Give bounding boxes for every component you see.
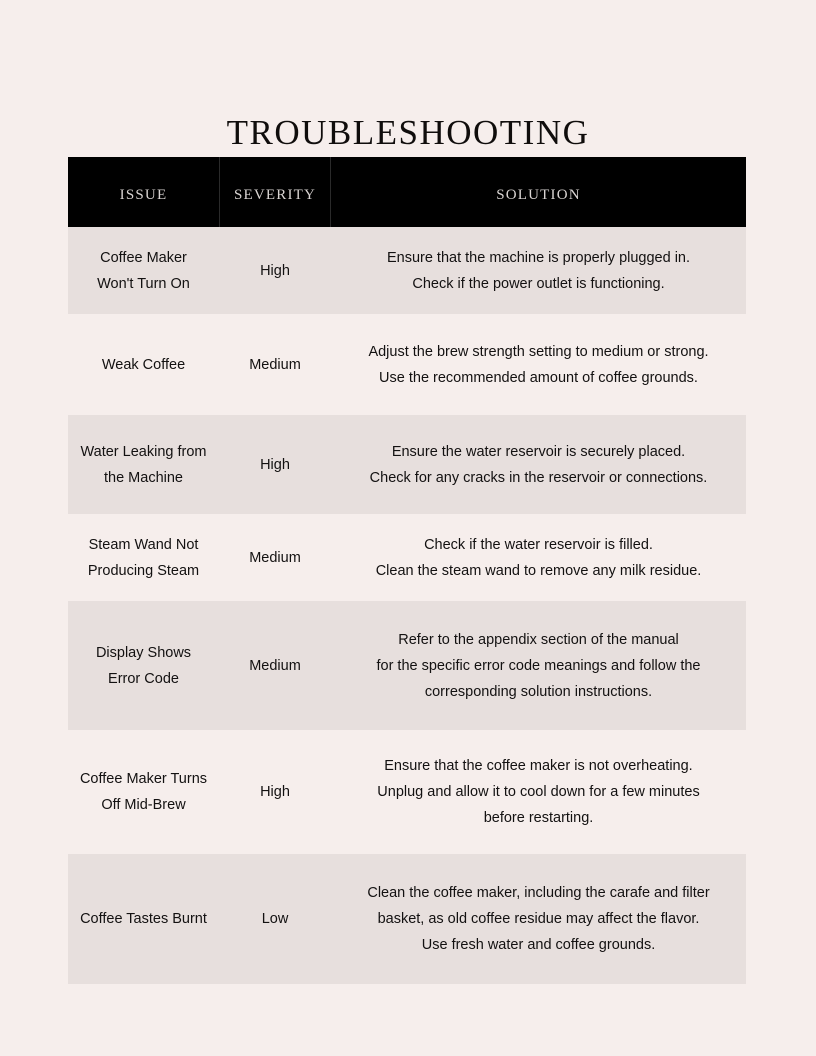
cell-solution [331, 627, 746, 705]
cell-issue [68, 439, 219, 491]
cell-solution-line: Clean the coffee maker, including the carafe and filter [367, 885, 710, 901]
column-header-issue: issue [119, 179, 168, 204]
cell-issue-line: Water Leaking from [80, 443, 207, 460]
cell-severity: Medium [249, 356, 301, 373]
cell-issue [68, 640, 219, 692]
cell-solution-line: Check if the water reservoir is filled. [424, 536, 653, 553]
cell-solution-line: Use fresh water and coffee grounds. [421, 937, 656, 953]
cell-solution-line: Refer to the appendix section of the manual [398, 631, 679, 648]
table-row [68, 730, 746, 854]
cell-solution-line: Check for any cracks in the reservoir or connections. [369, 469, 708, 486]
cell-solution-line: before restarting. [483, 810, 594, 826]
cell-solution-line: Check if the power outlet is functioning. [412, 275, 665, 292]
cell-solution-line: Ensure the water reservoir is securely placed. [391, 443, 686, 460]
cell-issue [68, 245, 219, 297]
cell-solution [331, 753, 746, 831]
cell-solution-line: corresponding solution instructions. [424, 683, 653, 700]
table-row [68, 227, 746, 314]
cell-solution-line: Use the recommended amount of coffee grounds. [379, 369, 698, 386]
cell-solution-line: basket, as old coffee residue may affect the flavor. [377, 911, 700, 927]
cell-solution-line: Ensure that the machine is properly plugged in. [386, 249, 691, 266]
cell-issue-line: the Machine [104, 469, 183, 486]
cell-issue [68, 906, 219, 932]
cell-solution [331, 439, 746, 491]
cell-severity: Low [261, 911, 289, 927]
column-header-solution: solution [496, 179, 581, 204]
cell-severity: Medium [249, 657, 301, 674]
cell-severity: High [260, 784, 290, 800]
column-header-severity: severity [219, 157, 331, 227]
cell-issue-line: Coffee Tastes Burnt [80, 911, 207, 927]
cell-issue-line: Producing Steam [87, 562, 200, 579]
cell-severity: High [260, 456, 290, 473]
cell-issue-line: Error Code [108, 670, 179, 687]
table-row [68, 854, 746, 984]
cell-solution-line: Ensure that the coffee maker is not overheating. [384, 758, 693, 774]
cell-issue-line: Coffee Maker [100, 249, 187, 266]
cell-severity: Medium [249, 549, 301, 566]
cell-solution [331, 880, 746, 958]
cell-solution [331, 339, 746, 391]
cell-issue-line: Won't Turn On [97, 275, 190, 292]
page-title: troubleshooting [226, 98, 590, 155]
table-row [68, 314, 746, 415]
cell-solution-line: Unplug and allow it to cool down for a few minutes [377, 784, 700, 800]
cell-solution-line: Clean the steam wand to remove any milk residue. [375, 562, 702, 579]
cell-issue-line: Weak Coffee [101, 356, 186, 373]
cell-issue-line: Off Mid-Brew [101, 797, 186, 813]
cell-issue [68, 766, 219, 818]
table-body [68, 227, 746, 984]
table-row [68, 601, 746, 730]
cell-solution [331, 532, 746, 584]
cell-issue [68, 352, 219, 378]
table-row [68, 415, 746, 514]
cell-issue [68, 532, 219, 584]
table-header-row [68, 157, 746, 227]
cell-severity: High [260, 262, 290, 279]
cell-issue-line: Coffee Maker Turns [79, 771, 208, 787]
cell-issue-line: Steam Wand Not [88, 536, 199, 553]
troubleshooting-table [68, 157, 746, 984]
cell-solution-line: Adjust the brew strength setting to medium or strong. [368, 343, 709, 360]
cell-issue-line: Display Shows [95, 644, 192, 661]
cell-solution [331, 245, 746, 297]
cell-solution-line: for the specific error code meanings and follow the [376, 657, 701, 674]
table-row [68, 514, 746, 601]
